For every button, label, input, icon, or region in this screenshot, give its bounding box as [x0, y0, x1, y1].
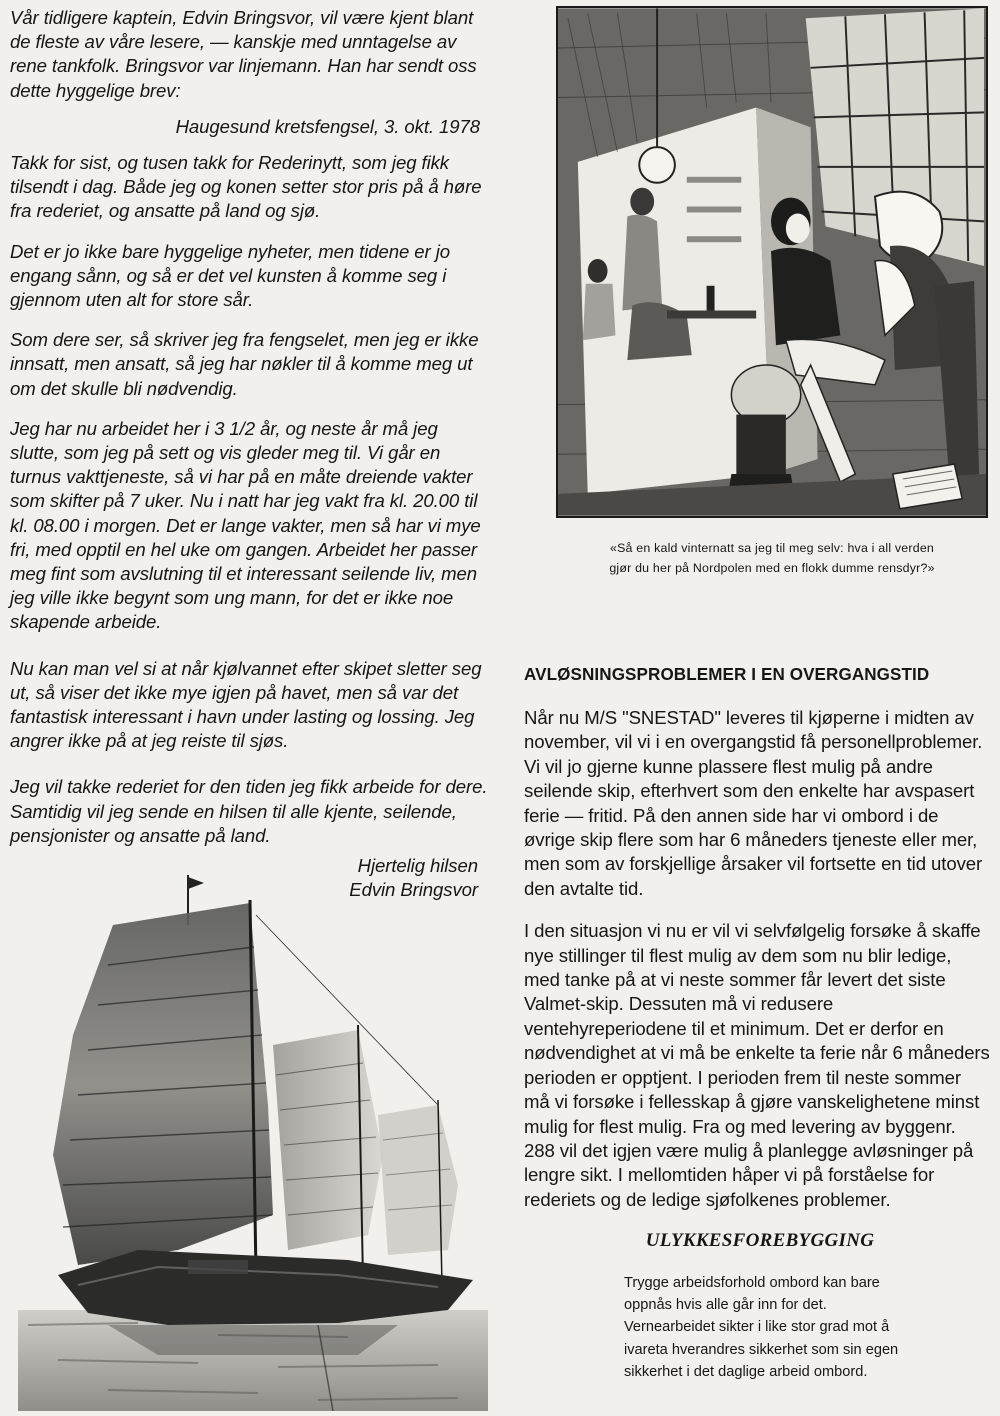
- article-paragraph: Når nu M/S "SNESTAD" leveres til kjøperne i midten av november, vil vi i en overgangstid få personellproblemer. Vi vil jo gjerne kunne plassere flest mulig på andre seilende skip, efterhvert som den enkelte har avspasert ferie — fritid. På den annen side har vi ombord i de øvrige skip flere som har 6 måneders tjeneste eller mer, men som av forskjellige årsaker vil fortsette en tid utover den avtalte tid.: [524, 707, 983, 899]
- letter-intro: Vår tidligere kaptein, Edvin Bringsvor, vil være kjent blant de fleste av våre lesere, — kanskje med unntagelse av rene tankfolk. Bringsvor var linjemann. Han har sendt oss dette hyggelige brev:: [10, 7, 477, 101]
- caption-line: gjør du her på Nordpolen med en flokk dumme rensdyr?»: [609, 561, 935, 575]
- letter-paragraph: Som dere ser, så skriver jeg fra fengselet, men jeg er ikke innsatt, men ansatt, så jeg har nøkler til å komme meg ut om det skulle bli nødvendig.: [10, 329, 479, 399]
- letter-dateline: Haugesund kretsfengsel, 3. okt. 1978: [175, 115, 480, 137]
- junk-ship-illustration: [18, 855, 488, 1411]
- letter-greeting: Hjertelig hilsen: [357, 855, 478, 877]
- letter-article: [10, 6, 488, 902]
- letter-paragraph: Jeg vil takke rederiet for den tiden jeg fikk arbeide for dere. Samtidig vil jeg sende en hilsen til alle kjente, seilende, pensjonister og ansatte på land.: [10, 776, 488, 846]
- caption-line: «Så en kald vinternatt sa jeg til meg selv: hva i all verden: [610, 541, 934, 555]
- safety-text: Trygge arbeidsforhold ombord kan bare oppnås hvis alle går inn for det. Vernearbeidet sikter i like stor grad mot å ivareta hverandres sikkerhet som sin egen sikkerhet i det daglige arbeid ombord.: [624, 1275, 899, 1380]
- letter-signature: Edvin Bringsvor: [349, 879, 478, 901]
- article-headline: AVLØSNINGSPROBLEMER I EN OVERGANGSTID: [524, 664, 930, 684]
- safety-title: ULYKKESFOREBYGGING: [645, 1230, 875, 1251]
- article-body: [524, 706, 990, 1230]
- cartoon-caption: [556, 538, 988, 578]
- letter-paragraph: Nu kan man vel si at når kjølvannet efter skipet sletter seg ut, så viser det ikke mye igjen på havet, men så var det fantastisk interessant i havn under lasting og lossing. Jeg angrer ikke på at jeg reiste til sjøs.: [10, 657, 482, 752]
- article-paragraph: I den situasjon vi nu er vil vi selvfølgelig forsøke å skaffe nye stillinger til flest mulig av dem som nu blir ledige, med tanke på at vi neste sommer får levert det siste Valmet-skip. Dessuten må vi redusere ventehyreperiodene til et minimum. Det er derfor en nødvendighet at vi må be enkelte ta ferie når 6 måneders perioden er opptjent. I perioden frem til neste sommer må vi forsøke i fellesskap å gjøre vanskelighetene minst mulig for flest mulig. Fra og med levering av byggenr. 288 vil det igjen være mulig å planlegge avløsninger på lengre sikt. I mellomtiden håper vi på forståelse for rederiets og de ledige sjøfolkenes problemer.: [524, 920, 990, 1210]
- letter-paragraph: Jeg har nu arbeidet her i 3 1/2 år, og neste år må jeg slutte, som jeg på sett og vis gleder meg til. Vi går en turnus vakttjeneste, så vi har på en måte dreiende vakter som skifter på 7 uker. Nu i natt har jeg vakt fra kl. 20.00 til kl. 08.00 i morgen. Det er lange vakter, men så har vi mye fri, med opptil en hel uke om gangen. Arbeidet her passer meg fint som avslutning til et interessant seilende liv, men jeg ville ikke begynt som ung mann, for det er ikke noe skapende arbeide.: [10, 417, 481, 633]
- cartoon-illustration: [556, 6, 988, 518]
- letter-paragraph: Takk for sist, og tusen takk for Rederinytt, som jeg fikk tilsendt i dag. Både jeg og konen setter stor pris på å høre fra rederiet, og ansatte på land og sjø.: [10, 152, 482, 222]
- letter-paragraph: Det er jo ikke bare hyggelige nyheter, men tidene er jo engang sånn, og så er det vel kunsten å komme seg i gjennom uten alt for store sår.: [10, 240, 450, 311]
